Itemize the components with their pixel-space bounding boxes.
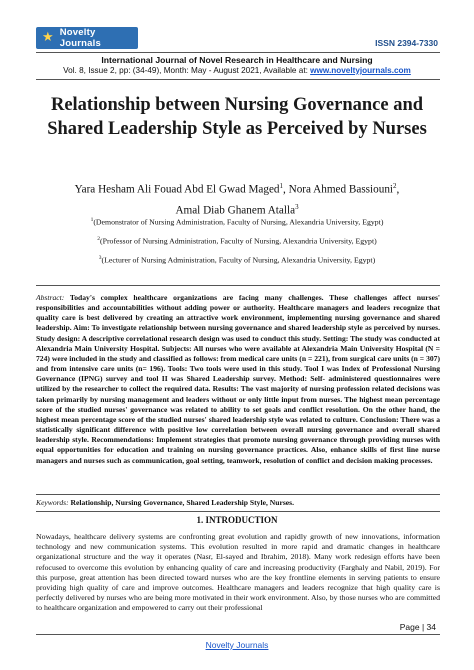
issue-text: Vol. 8, Issue 2, pp: (34-49), Month: May - August 2021, Available at: bbox=[63, 66, 311, 75]
author-name: Nora Ahmed Bassiouni bbox=[288, 183, 394, 196]
header-rule-bottom bbox=[36, 79, 440, 80]
keywords-bottom-rule bbox=[36, 511, 440, 512]
article-title: Relationship between Nursing Governance and Shared Leadership Style as Perceived by Nurses bbox=[47, 95, 427, 139]
keywords bbox=[36, 498, 440, 508]
affiliation-mark: 3 bbox=[98, 255, 102, 261]
affiliation-mark: 2 bbox=[97, 236, 101, 242]
issn-label: ISSN 2394-7330 bbox=[375, 38, 438, 48]
author-list: Yara Hesham Ali Fouad Abd El Gwad Maged$^1$, Nora Ahmed Bassiouni$^2$, Amal Diab Ghanem Atalla$^3$ bbox=[74, 182, 400, 217]
affiliation bbox=[40, 253, 434, 266]
author-mark: 3 bbox=[295, 202, 299, 211]
author-mark: 2 bbox=[393, 182, 397, 190]
section-heading: 1. INTRODUCTION bbox=[196, 515, 278, 525]
page-number: Page | 34 bbox=[399, 622, 436, 632]
affiliation-text: (Demonstrator of Nursing Administration, Faculty of Nursing, Alexandria University, Egypt) bbox=[93, 217, 384, 227]
intro-paragraph: Nowadays, healthcare delivery systems are confronting great evolution and rapidly growth of new innovations, information technology and new communication systems. This evolution resulted in more rapid and dramatic changes in healthcare organizational structure and the way it operates (Nasr, El-sayed and Ibrahim, 2018). Many work redesign efforts have been refocused to overcome this evolution by enhancing quality of care and increasing productivity (Farghaly and Nabil, 2019). For this purpose, great attention has been directed toward nurses who are the key frontline elements in serving patients to ensure providing high quality of care and improve outcomes. Healthcare managers and leaders recognize that high quality care is perfectly delivered by nurses who are being more motivated in their work environment. Also, by those nurses who are committed to healthcare organization and empowered to carry out their professional bbox=[36, 532, 440, 613]
keywords-label: Keywords: bbox=[36, 498, 69, 507]
keywords-text: Relationship, Nursing Governance, Shared Leadership Style, Nurses. bbox=[70, 498, 295, 507]
author-name: Yara Hesham Ali Fouad Abd El Gwad Maged bbox=[74, 183, 280, 196]
author-name: Amal Diab Ghanem Atalla bbox=[175, 204, 296, 217]
header-rule bbox=[36, 52, 440, 53]
logo-text: Novelty Journals bbox=[59, 27, 101, 49]
author-mark: 1 bbox=[279, 182, 284, 190]
abstract-label: Abstract: bbox=[36, 293, 65, 302]
abstract-bottom-rule bbox=[36, 494, 440, 495]
affiliation-text: (Lecturer of Nursing Administration, Faculty of Nursing, Alexandria University, Egypt) bbox=[101, 255, 376, 265]
affiliation bbox=[40, 215, 434, 228]
abstract bbox=[36, 293, 440, 466]
abstract-text: Today's complex healthcare organizations are facing many challenges. These challenges affect nurses' responsibilities and accountabilities without adding power or authority. Healthcare managers and leaders recognize that quality care is best delivered by creating an attractive work environment, implementing nursing governance and shared leadership. Aim: To investigate relationship between nursing governance and shared leadership style as perceived by nurses. Study design: A descriptive correlational research design was used to conduct this study. Setting: The study was conducted at Alexandria Main University Hospital. Subjects: All nurses who were available at Alexandria Main University Hospital (N = 724) were included in the study and classified as follows: from medical care units (n = 221), from surgical care units (n = 307) and from intensive care units (n= 196). Tools: Two tools were used in this study. Tool I was Index of Professional Nursing Governance (IPNG) survey and tool II was Shared Leadership survey. Method: Self- administered questionnaires were utilized by the researcher to collect the required data. Results: The vast majority of nursing profession related decisions was taken primarily by nursing management and leaders without or only little input from nurses. The highest mean percentage score of the studied nurses' governance was related to ability to set goals and conflict resolution. On the other hand, the highest mean percentage score of the studied nurses' shared leadership style was related to culture. Conclusion: There was a statistically significant difference with positive low correlation between overall nursing governance and overall shared leadership style. Recommendations: Implement strategies that promote nursing governance through providing nurses with equal opportunities for education and training on nursing governance practices. Also, enhance skills of first line nurse managers and nurses such as communication, goal setting, teamwork, resolution of conflict and decision making processes. bbox=[36, 293, 441, 465]
footer-rule bbox=[36, 634, 440, 635]
publisher-link[interactable]: Novelty Journals bbox=[205, 640, 269, 650]
journal-name: International Journal of Novel Research in Healthcare and Nursing bbox=[101, 55, 373, 65]
affiliation bbox=[40, 234, 434, 247]
affiliation-text: (Professor of Nursing Administration, Faculty of Nursing, Alexandria University, Egypt) bbox=[100, 236, 377, 246]
affiliation-mark: 1 bbox=[90, 217, 94, 223]
abstract-top-rule bbox=[36, 285, 440, 286]
website-link[interactable]: www.noveltyjournals.com bbox=[310, 66, 411, 75]
star-icon: ★ bbox=[42, 30, 54, 45]
publisher-logo[interactable] bbox=[36, 27, 138, 49]
issue-info bbox=[0, 66, 474, 75]
